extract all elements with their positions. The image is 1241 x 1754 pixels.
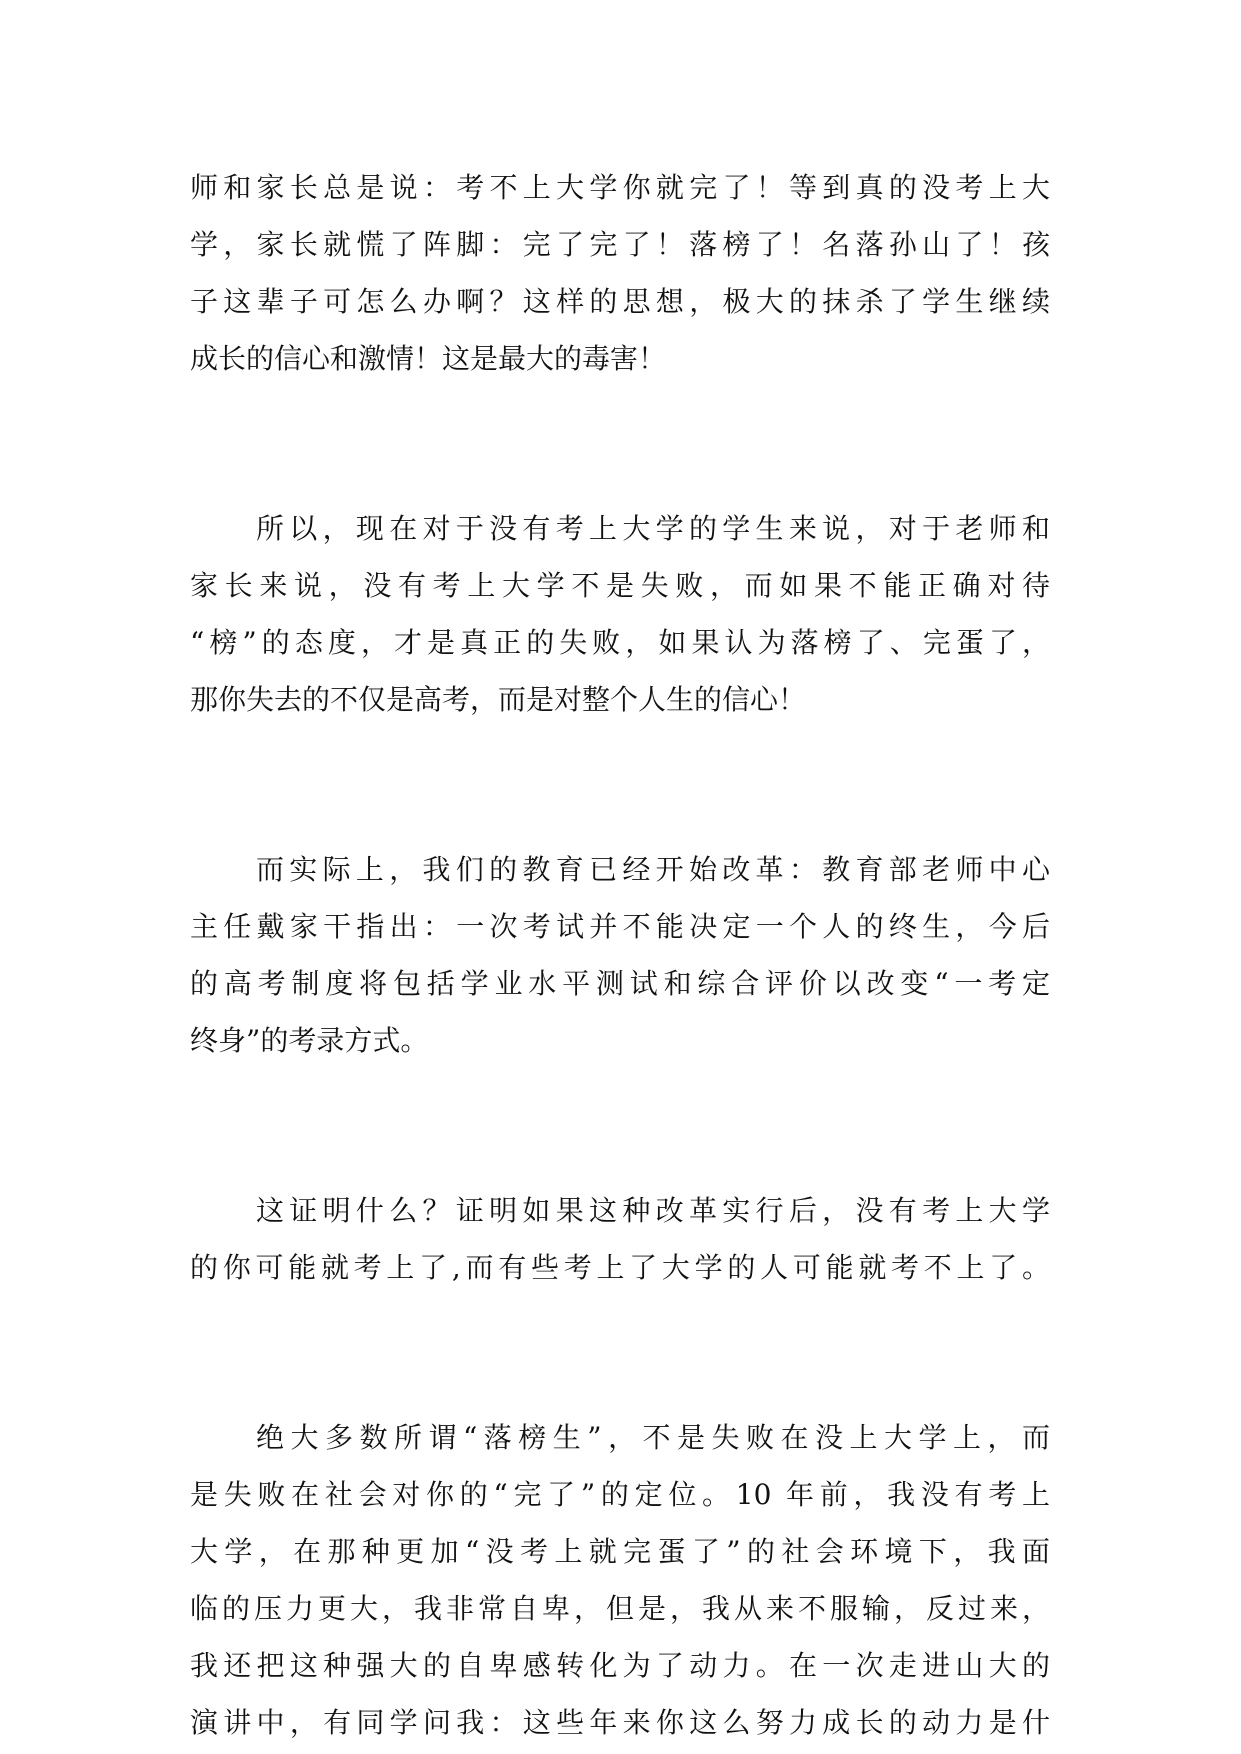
body-text [190, 159, 1050, 1751]
paragraph-2 [190, 500, 1050, 728]
text-line: “榜”的态度，才是真正的失败，如果认为落榜了、完蛋了， [190, 626, 1050, 659]
text-line: 那你失去的不仅是高考，而是对整个人生的信心！ [190, 683, 807, 716]
text-line: 绝大多数所谓“落榜生”，不是失败在没上大学上，而 [256, 1421, 1050, 1454]
paragraph-5 [190, 1409, 1050, 1751]
text-line: 临的压力更大，我非常自卑，但是，我从来不服输，反过来， [190, 1592, 1050, 1625]
paragraph-4 [190, 1182, 1050, 1296]
text-line: 师和家长总是说：考不上大学你就完了！等到真的没考上大 [190, 171, 1050, 204]
text-line: 我还把这种强大的自卑感转化为了动力。在一次走进山大的 [190, 1649, 1050, 1682]
text-line: 终身”的考录方式。 [190, 1024, 429, 1057]
text-line: 而实际上，我们的教育已经开始改革：教育部老师中心 [256, 853, 1050, 886]
text-line: 这证明什么？证明如果这种改革实行后，没有考上大学 [256, 1194, 1050, 1227]
text-line: 主任戴家干指出：一次考试并不能决定一个人的终生，今后 [190, 910, 1050, 943]
text-line: 大学，在那种更加“没考上就完蛋了”的社会环境下，我面 [190, 1535, 1050, 1568]
text-line: 的高考制度将包括学业水平测试和综合评价以改变“一考定 [190, 967, 1050, 1000]
text-line: 所以，现在对于没有考上大学的学生来说，对于老师和 [256, 512, 1050, 545]
text-line: 家长来说，没有考上大学不是失败，而如果不能正确对待 [190, 569, 1050, 602]
text-line: 子这辈子可怎么办啊？这样的思想，极大的抹杀了学生继续 [190, 285, 1050, 318]
text-line: 学，家长就慌了阵脚：完了完了！落榜了！名落孙山了！孩 [190, 228, 1050, 261]
text-line: 的你可能就考上了,而有些考上了大学的人可能就考不上了。 [190, 1251, 1050, 1284]
paragraph-1 [190, 159, 1050, 387]
text-line: 是失败在社会对你的“完了”的定位。10 年前，我没有考上 [190, 1478, 1050, 1511]
text-line: 成长的信心和激情！这是最大的毒害！ [190, 342, 667, 375]
text-line: 演讲中，有同学问我：这些年来你这么努力成长的动力是什 [190, 1706, 1050, 1739]
paragraph-3 [190, 841, 1050, 1069]
